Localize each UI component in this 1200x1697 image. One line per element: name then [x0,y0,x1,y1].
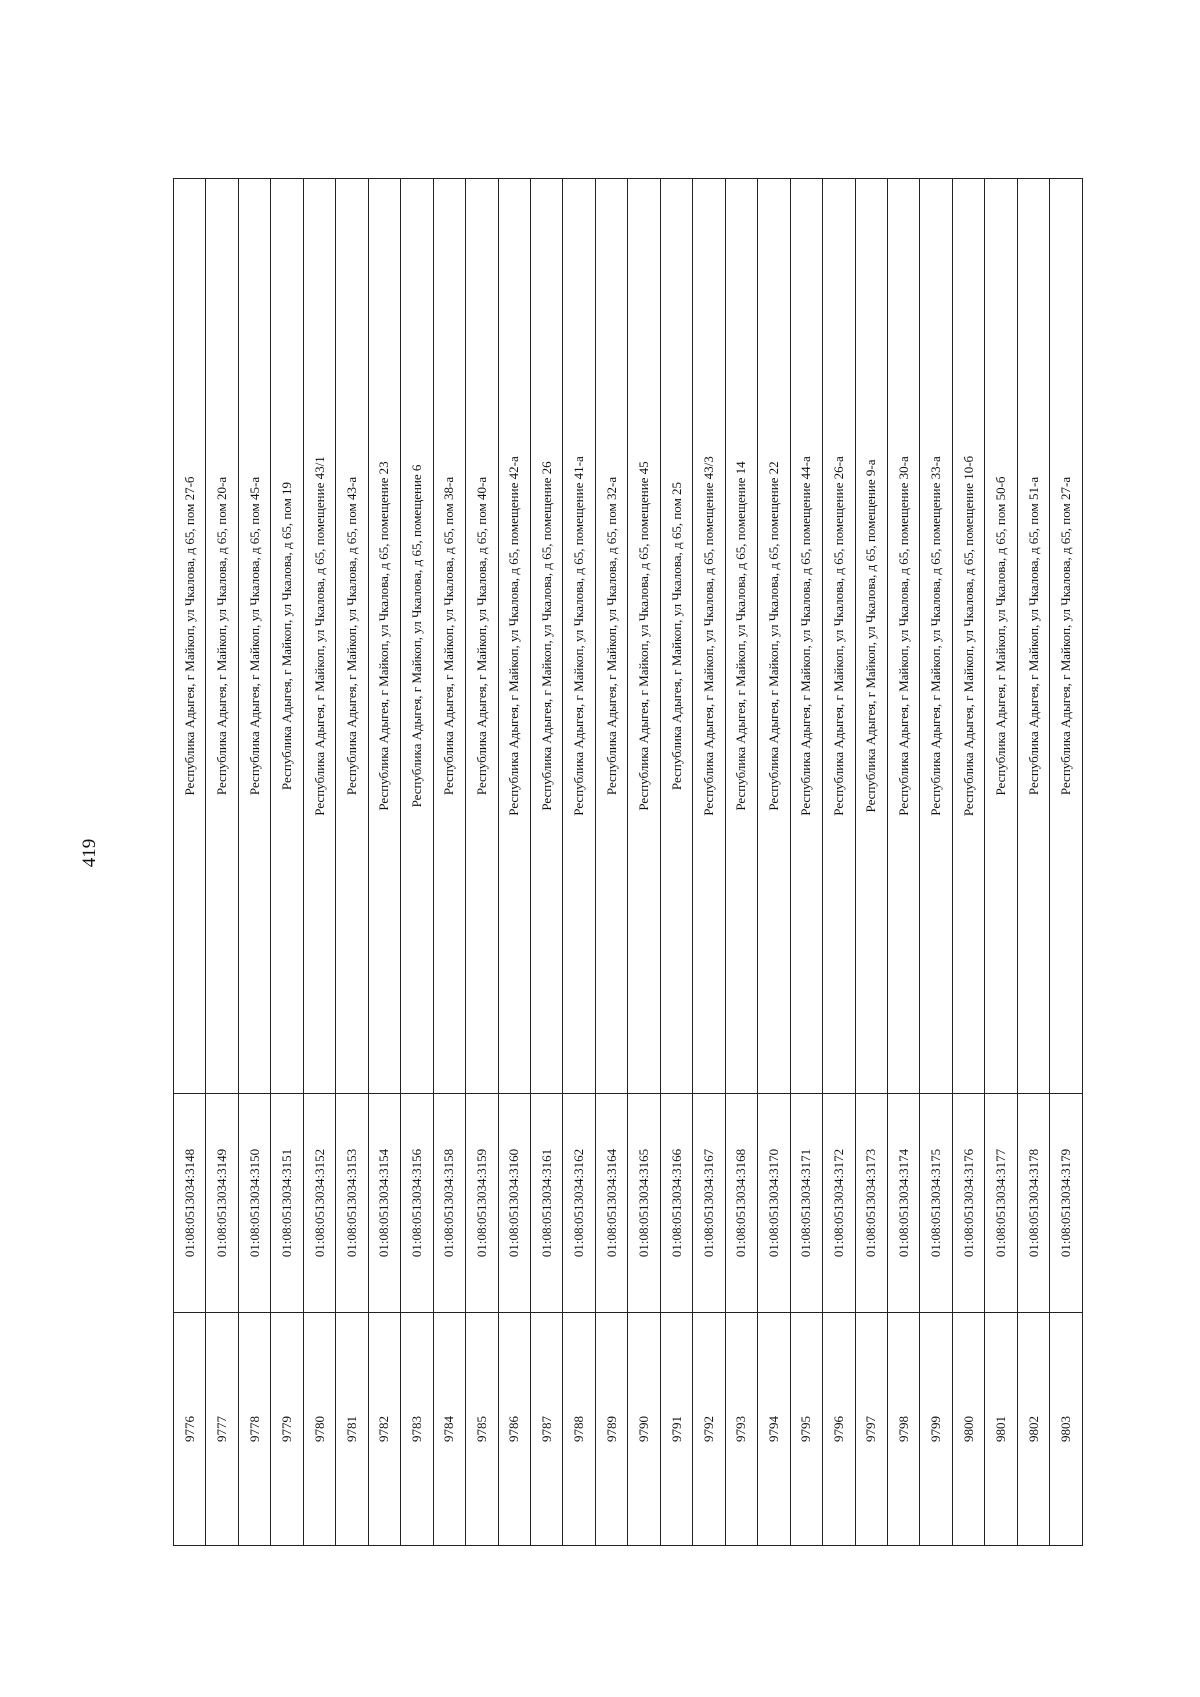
cadastral-number-cell: 01:08:0513034:3167 [693,1094,725,1313]
address-cell: Республика Адыгея, г Майкоп, ул Чкалова, д 65, помещение 14 [725,179,757,1094]
table-row [303,179,335,1546]
row-number-cell: 9784 [433,1313,465,1546]
row-number-cell: 9780 [303,1313,335,1546]
table-row [206,179,238,1546]
cadastral-number-cell: 01:08:0513034:3152 [303,1094,335,1313]
table-row [660,179,692,1546]
table-row [628,179,660,1546]
table-row [952,179,984,1546]
cadastral-number-cell: 01:08:0513034:3162 [563,1094,595,1313]
address-cell: Республика Адыгея, г Майкоп, ул Чкалова, д 65, пом 32-а [595,179,627,1094]
row-number-cell: 9789 [595,1313,627,1546]
table-row [238,179,270,1546]
cadastral-number-cell: 01:08:0513034:3148 [174,1094,206,1313]
table-row [790,179,822,1546]
registry-table-container [173,179,1083,1546]
table-row [725,179,757,1546]
address-cell: Республика Адыгея, г Майкоп, ул Чкалова, д 65, помещение 22 [758,179,790,1094]
table-row [401,179,433,1546]
cadastral-number-cell: 01:08:0513034:3168 [725,1094,757,1313]
row-number-cell: 9803 [1050,1313,1083,1546]
row-number-cell: 9788 [563,1313,595,1546]
table-row [174,179,206,1546]
row-number-cell: 9797 [855,1313,887,1546]
table-row [466,179,498,1546]
address-cell: Республика Адыгея, г Майкоп, ул Чкалова, д 65, пом 27-б [174,179,206,1094]
address-cell: Республика Адыгея, г Майкоп, ул Чкалова, д 65, помещение 10-б [952,179,984,1094]
row-number-cell: 9792 [693,1313,725,1546]
table-row [758,179,790,1546]
cadastral-number-cell: 01:08:0513034:3161 [530,1094,562,1313]
table-row [433,179,465,1546]
table-row [271,179,303,1546]
cadastral-number-cell: 01:08:0513034:3159 [466,1094,498,1313]
table-row [498,179,530,1546]
cadastral-number-cell: 01:08:0513034:3150 [238,1094,270,1313]
row-number-cell: 9786 [498,1313,530,1546]
cadastral-number-cell: 01:08:0513034:3160 [498,1094,530,1313]
address-cell: Республика Адыгея, г Майкоп, ул Чкалова, д 65, помещение 6 [401,179,433,1094]
row-number-cell: 9802 [1017,1313,1049,1546]
cadastral-number-cell: 01:08:0513034:3173 [855,1094,887,1313]
row-number-cell: 9778 [238,1313,270,1546]
table-row [693,179,725,1546]
row-number-cell: 9783 [401,1313,433,1546]
address-cell: Республика Адыгея, г Майкоп, ул Чкалова, д 65, помещение 26-а [823,179,855,1094]
cadastral-number-cell: 01:08:0513034:3154 [368,1094,400,1313]
address-cell: Республика Адыгея, г Майкоп, ул Чкалова, д 65, помещение 42-а [498,179,530,1094]
address-cell: Республика Адыгея, г Майкоп, ул Чкалова, д 65, пом 38-а [433,179,465,1094]
address-cell: Республика Адыгея, г Майкоп, ул Чкалова, д 65, помещение 26 [530,179,562,1094]
table-row [985,179,1017,1546]
row-number-cell: 9779 [271,1313,303,1546]
row-number-cell: 9798 [887,1313,919,1546]
table-row [563,179,595,1546]
row-number-cell: 9795 [790,1313,822,1546]
row-number-cell: 9799 [920,1313,952,1546]
table-row [336,179,368,1546]
address-cell: Республика Адыгея, г Майкоп, ул Чкалова, д 65, пом 40-а [466,179,498,1094]
address-cell: Республика Адыгея, г Майкоп, ул Чкалова, д 65, помещение 23 [368,179,400,1094]
address-cell: Республика Адыгея, г Майкоп, ул Чкалова, д 65, помещение 43/1 [303,179,335,1094]
cadastral-number-cell: 01:08:0513034:3174 [887,1094,919,1313]
row-number-cell: 9782 [368,1313,400,1546]
cadastral-number-cell: 01:08:0513034:3177 [985,1094,1017,1313]
table-row [1050,179,1083,1546]
address-cell: Республика Адыгея, г Майкоп, ул Чкалова, д 65, помещение 30-а [887,179,919,1094]
address-cell: Республика Адыгея, г Майкоп, ул Чкалова, д 65, помещение 44-а [790,179,822,1094]
address-cell: Республика Адыгея, г Майкоп, ул Чкалова, д 65, помещение 45 [628,179,660,1094]
cadastral-number-cell: 01:08:0513034:3153 [336,1094,368,1313]
address-cell: Республика Адыгея, г Майкоп, ул Чкалова, д 65, помещение 9-а [855,179,887,1094]
row-number-cell: 9796 [823,1313,855,1546]
cadastral-number-cell: 01:08:0513034:3171 [790,1094,822,1313]
cadastral-number-cell: 01:08:0513034:3149 [206,1094,238,1313]
address-cell: Республика Адыгея, г Майкоп, ул Чкалова, д 65, пом 19 [271,179,303,1094]
row-number-cell: 9781 [336,1313,368,1546]
row-number-cell: 9794 [758,1313,790,1546]
cadastral-number-cell: 01:08:0513034:3151 [271,1094,303,1313]
address-cell: Республика Адыгея, г Майкоп, ул Чкалова, д 65, пом 43-а [336,179,368,1094]
cadastral-number-cell: 01:08:0513034:3178 [1017,1094,1049,1313]
row-number-cell: 9800 [952,1313,984,1546]
cadastral-number-cell: 01:08:0513034:3175 [920,1094,952,1313]
table-row [368,179,400,1546]
address-cell: Республика Адыгея, г Майкоп, ул Чкалова, д 65, помещение 43/3 [693,179,725,1094]
cadastral-number-cell: 01:08:0513034:3172 [823,1094,855,1313]
address-cell: Республика Адыгея, г Майкоп, ул Чкалова, д 65, помещение 33-а [920,179,952,1094]
cadastral-number-cell: 01:08:0513034:3156 [401,1094,433,1313]
cadastral-number-cell: 01:08:0513034:3166 [660,1094,692,1313]
row-number-cell: 9776 [174,1313,206,1546]
address-cell: Республика Адыгея, г Майкоп, ул Чкалова, д 65, пом 25 [660,179,692,1094]
cadastral-number-cell: 01:08:0513034:3179 [1050,1094,1083,1313]
page-number: 419 [79,838,100,868]
address-cell: Республика Адыгея, г Майкоп, ул Чкалова, д 65, пом 50-б [985,179,1017,1094]
table-row [530,179,562,1546]
row-number-cell: 9777 [206,1313,238,1546]
row-number-cell: 9793 [725,1313,757,1546]
table-row [855,179,887,1546]
table-row [1017,179,1049,1546]
row-number-cell: 9790 [628,1313,660,1546]
table-row [920,179,952,1546]
address-cell: Республика Адыгея, г Майкоп, ул Чкалова, д 65, пом 20-а [206,179,238,1094]
cadastral-number-cell: 01:08:0513034:3170 [758,1094,790,1313]
cadastral-number-cell: 01:08:0513034:3176 [952,1094,984,1313]
address-cell: Республика Адыгея, г Майкоп, ул Чкалова, д 65, помещение 41-а [563,179,595,1094]
table-row [823,179,855,1546]
cadastral-number-cell: 01:08:0513034:3164 [595,1094,627,1313]
table-row [595,179,627,1546]
address-cell: Республика Адыгея, г Майкоп, ул Чкалова, д 65, пом 45-а [238,179,270,1094]
cadastral-number-cell: 01:08:0513034:3158 [433,1094,465,1313]
property-registry-table [173,178,1083,1546]
row-number-cell: 9787 [530,1313,562,1546]
row-number-cell: 9785 [466,1313,498,1546]
row-number-cell: 9791 [660,1313,692,1546]
row-number-cell: 9801 [985,1313,1017,1546]
address-cell: Республика Адыгея, г Майкоп, ул Чкалова, д 65, пом 27-а [1050,179,1083,1094]
address-cell: Республика Адыгея, г Майкоп, ул Чкалова, д 65, пом 51-а [1017,179,1049,1094]
registry-table-body [174,179,1083,1546]
table-row [887,179,919,1546]
cadastral-number-cell: 01:08:0513034:3165 [628,1094,660,1313]
